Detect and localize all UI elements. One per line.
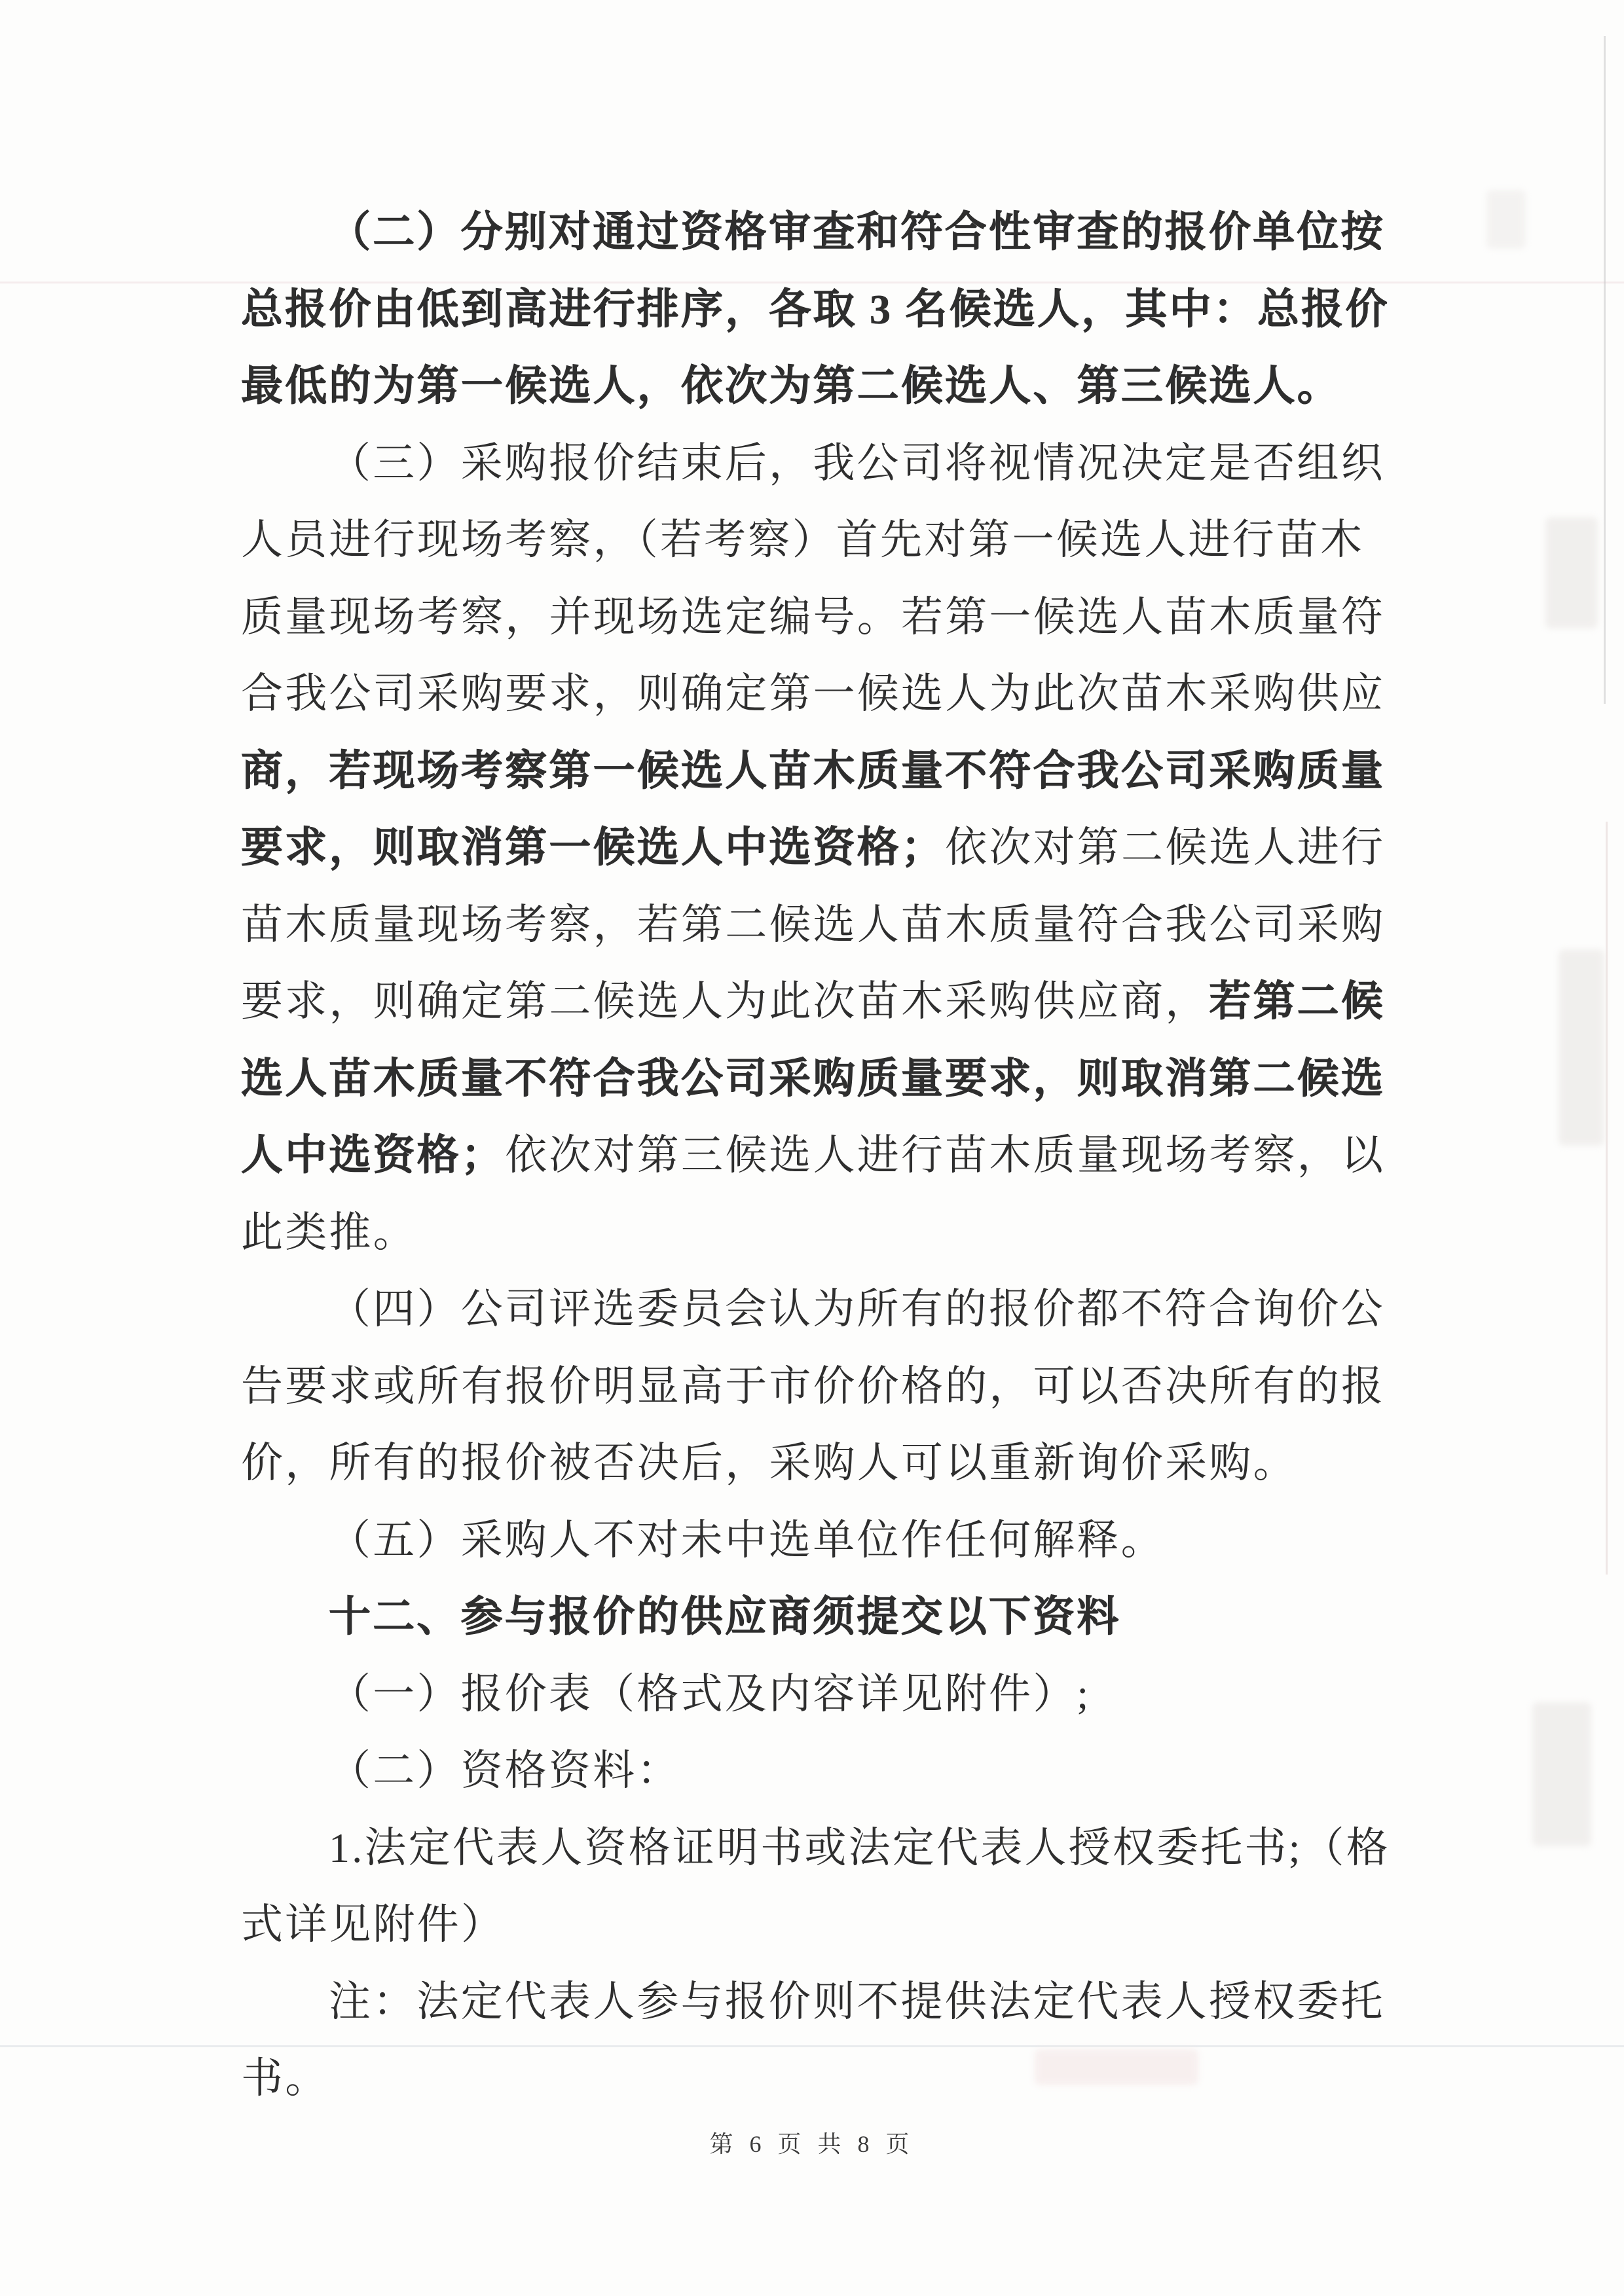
text-segment: 苗木质量现场考察，若第二候选人苗木质量符合我公司采购 xyxy=(241,901,1386,948)
bleed-through-smudge xyxy=(1532,1702,1591,1846)
page-number-footer: 第 6 页 共 8 页 xyxy=(709,2131,915,2157)
scan-edge-line xyxy=(1606,822,1608,1575)
bold-text-segment: （二）分别对通过资格审查和符合性审查的报价单位按 xyxy=(329,209,1385,255)
text-segment: （一）报价表（格式及内容详见附件）; xyxy=(329,1670,1091,1717)
text-segment: 此类推。 xyxy=(241,1209,417,1256)
text-line xyxy=(241,809,1393,886)
text-line xyxy=(241,1810,1393,1887)
text-line xyxy=(241,733,1393,810)
bold-text-segment: 总报价由低到高进行排序，各取 3 名候选人，其中：总报价 xyxy=(241,285,1390,333)
bold-text-segment: 十二、参与报价的供应商须提交以下资料 xyxy=(329,1594,1121,1640)
text-segment: 人员进行现场考察，（若考察）首先对第一候选人进行苗木 xyxy=(241,517,1365,563)
text-segment: 注：法定代表人参与报价则不提供法定代表人授权委托 xyxy=(329,1978,1385,2025)
text-segment: （五）采购人不对未中选单位作任何解释。 xyxy=(329,1516,1165,1563)
bleed-through-smudge xyxy=(1486,190,1526,249)
text-line xyxy=(241,1963,1393,2041)
text-line xyxy=(241,1425,1393,1502)
text-line xyxy=(241,425,1393,502)
text-line xyxy=(241,1194,1393,1271)
text-segment: 1.法定代表人资格证明书或法定代表人授权委托书;（格 xyxy=(329,1824,1390,1871)
bold-text-segment: 若第二候 xyxy=(1209,978,1386,1025)
bold-text-segment: 选人苗木质量不符合我公司采购质量要求，则取消第二候选 xyxy=(241,1055,1386,1102)
bold-text-segment: 人中选资格； xyxy=(241,1132,506,1178)
text-segment: 书。 xyxy=(241,2055,329,2102)
text-line xyxy=(241,1656,1393,1733)
text-line xyxy=(241,348,1393,425)
text-line xyxy=(241,1117,1393,1194)
bold-text-segment: 商，若现场考察第一候选人苗木质量不符合我公司采购质量 xyxy=(241,747,1386,794)
text-line xyxy=(241,501,1393,579)
text-line xyxy=(241,886,1393,964)
text-line xyxy=(241,963,1393,1040)
bleed-through-smudge xyxy=(1559,949,1604,1146)
text-segment: 合我公司采购要求，则确定第一候选人为此次苗木采购供应 xyxy=(241,670,1386,717)
text-segment: 价，所有的报价被否决后，采购人可以重新询价采购。 xyxy=(241,1440,1297,1486)
text-line xyxy=(241,1040,1393,1118)
text-line xyxy=(241,1348,1393,1425)
text-line xyxy=(241,579,1393,656)
document-body xyxy=(241,194,1393,2117)
text-line xyxy=(241,1502,1393,1579)
bold-text-segment: 要求，则取消第一候选人中选资格； xyxy=(241,824,946,871)
text-segment: （二）资格资料： xyxy=(329,1747,681,1794)
bold-text-segment: 最低的为第一候选人，依次为第二候选人、第三候选人。 xyxy=(241,363,1341,409)
text-line xyxy=(241,1886,1393,1963)
text-segment: 依次对第二候选人进行 xyxy=(945,824,1386,871)
text-line xyxy=(241,2040,1393,2117)
text-segment: （四）公司评选委员会认为所有的报价都不符合询价公 xyxy=(329,1286,1385,1332)
text-line xyxy=(241,1732,1393,1810)
text-line xyxy=(241,271,1393,348)
text-line xyxy=(241,194,1393,271)
text-segment: 质量现场考察，并现场选定编号。若第一候选人苗木质量符 xyxy=(241,593,1386,640)
text-segment: 式详见附件） xyxy=(241,1901,506,1948)
text-line xyxy=(241,1578,1393,1656)
text-segment: 告要求或所有报价明显高于市价价格的，可以否决所有的报 xyxy=(241,1362,1386,1410)
bleed-through-smudge xyxy=(1545,517,1598,629)
text-line xyxy=(241,655,1393,733)
text-segment: 依次对第三候选人进行苗木质量现场考察，以 xyxy=(505,1132,1386,1178)
text-segment: （三）采购报价结束后，我公司将视情况决定是否组织 xyxy=(329,439,1385,486)
scan-edge-line xyxy=(1604,36,1606,704)
text-line xyxy=(241,1271,1393,1348)
text-segment: 要求，则确定第二候选人为此次苗木采购供应商， xyxy=(241,978,1209,1025)
